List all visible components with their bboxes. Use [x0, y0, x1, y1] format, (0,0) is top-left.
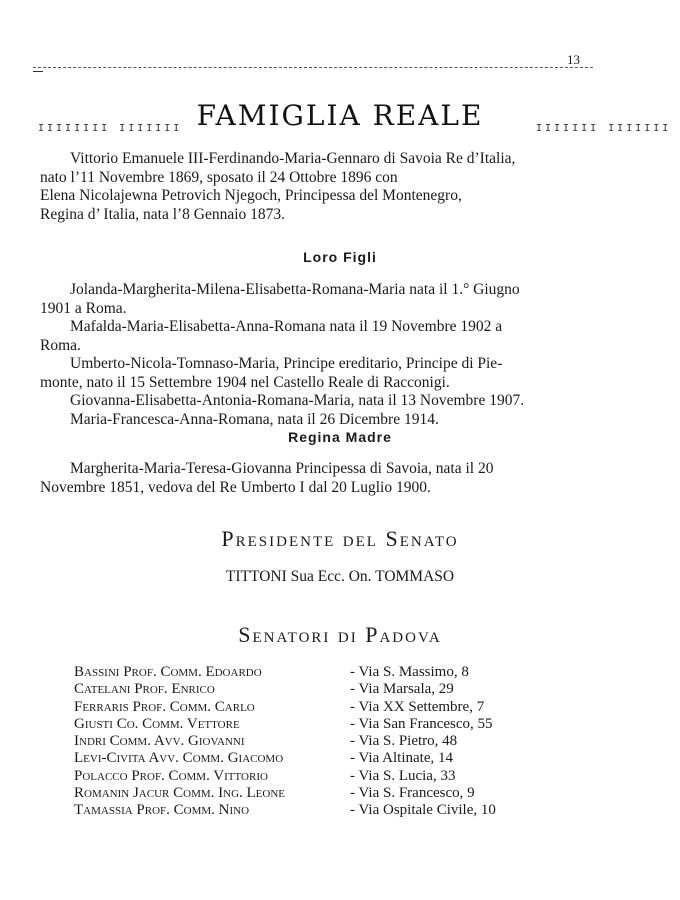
- queen-mother-line: Novembre 1851, vedova del Re Umberto I dal 20 Luglio 1900.: [40, 478, 431, 496]
- senate-president-name: TITTONI Sua Ecc. On. TOMMASO: [225, 568, 455, 585]
- senator-address: - Via XX Settembre, 7: [350, 698, 485, 715]
- ornament-right: IIIIIII IIIIIII: [536, 123, 672, 134]
- list-item: [74, 802, 564, 819]
- child-line: Giovanna-Elisabetta-Antonia-Romana-Maria, nata il 13 Novembre 1907.: [70, 392, 525, 409]
- senator-address: - Via S. Massimo, 8: [350, 664, 469, 680]
- senators-list: [74, 664, 564, 820]
- child-line: Mafalda-Maria-Elisabetta-Anna-Romana nata il 19 Novembre 1902 a: [70, 318, 503, 335]
- senator-name: Indri Comm. Avv. Giovanni: [74, 733, 245, 750]
- queen-mother-line: Margherita-Maria-Teresa-Giovanna Principessa di Savoia, nata il 20: [70, 460, 494, 477]
- queen-mother-heading: Regina Madre: [288, 429, 392, 445]
- queen-mother-paragraph: [40, 460, 580, 497]
- child-line: monte, nato il 15 Settembre 1904 nel Castello Reale di Racconigi.: [40, 373, 450, 391]
- list-item: [74, 785, 564, 802]
- list-item: [74, 733, 564, 750]
- senator-address: - Via Marsala, 29: [350, 681, 454, 698]
- list-item: [74, 664, 564, 681]
- senator-name: Ferraris Prof. Comm. Carlo: [74, 698, 255, 715]
- page-title: FAMIGLIA REALE: [196, 99, 484, 132]
- child-line: Jolanda-Margherita-Milena-Elisabetta-Romana-Maria nata il 1.° Giugno: [70, 281, 520, 298]
- ornament-left: IIIIIIII IIIIIII: [38, 123, 183, 134]
- list-item: [74, 768, 564, 785]
- children-heading: Loro Figli: [303, 249, 377, 265]
- king-line: Regina d’ Italia, nata l’8 Gennaio 1873.: [40, 205, 286, 223]
- top-rule-mark: [33, 71, 43, 72]
- king-line: nato l’11 Novembre 1869, sposato il 24 Ottobre 1896 con: [40, 168, 398, 186]
- king-line: Vittorio Emanuele III-Ferdinando-Maria-Gennaro di Savoia Re d’Italia,: [70, 150, 516, 167]
- page-number: 13: [567, 52, 580, 67]
- senator-name: Tamassia Prof. Comm. Nino: [74, 802, 250, 819]
- senator-address: - Via San Francesco, 55: [350, 715, 493, 732]
- list-item: [74, 681, 564, 698]
- senator-name: Levi-Civita Avv. Comm. Giacomo: [74, 750, 284, 767]
- senator-address: - Via S. Lucia, 33: [350, 767, 456, 784]
- senator-address: - Via Ospitale Civile, 10: [350, 802, 496, 819]
- senator-address: - Via Altinate, 14: [350, 750, 453, 767]
- top-rule: [33, 67, 593, 68]
- senator-address: - Via S. Pietro, 48: [350, 733, 458, 750]
- senator-name: Giusti Co. Comm. Vettore: [74, 715, 240, 732]
- padova-senators-heading: Senatori di Padova: [238, 622, 442, 647]
- senator-name: Polacco Prof. Comm. Vittorio: [74, 767, 268, 784]
- senator-name: Catelani Prof. Enrico: [74, 681, 215, 698]
- children-paragraph: [40, 281, 580, 429]
- senator-name: Romanin Jacur Comm. Ing. Leone: [74, 785, 286, 802]
- king-line: Elena Nicolajewna Petrovich Njegoch, Principessa del Montenegro,: [40, 187, 462, 204]
- child-line: Umberto-Nicola-Tomnaso-Maria, Principe ereditario, Principe di Pie-: [70, 355, 503, 372]
- senator-address: - Via S. Francesco, 9: [350, 785, 475, 802]
- child-line: 1901 a Roma.: [40, 299, 127, 317]
- child-line: Maria-Francesca-Anna-Romana, nata il 26 Dicembre 1914.: [70, 410, 439, 428]
- list-item: [74, 699, 564, 716]
- king-paragraph: [40, 150, 580, 224]
- senator-name: Bassini Prof. Comm. Edoardo: [74, 664, 262, 680]
- list-item: [74, 750, 564, 767]
- child-line: Roma.: [40, 336, 81, 354]
- senate-president-heading: Presidente del Senato: [221, 526, 459, 551]
- list-item: [74, 716, 564, 733]
